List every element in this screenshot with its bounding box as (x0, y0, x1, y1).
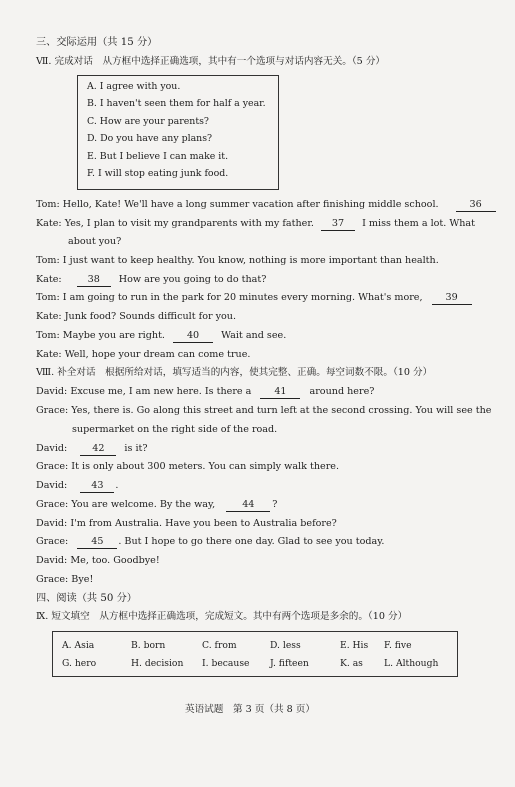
word-option: J. fifteen (270, 658, 309, 669)
answer-blank-45: 45 (77, 535, 117, 549)
word-option: C. from (202, 640, 237, 651)
dialogue-line: David: Excuse me, I am new here. Is there a 41 around here? (36, 386, 375, 397)
word-option: A. Asia (62, 640, 95, 651)
answer-blank-38: 38 (77, 273, 111, 287)
dialogue-line: Grace: 45 . But I hope to go there one day. Glad to see you today. (36, 536, 385, 547)
word-option: B. born (131, 640, 166, 651)
dialogue-line: David: 43 . (36, 480, 119, 491)
dialogue-line: Grace: Yes, there is. Go along this street and turn left at the second crossing. You will see the (36, 405, 492, 416)
answer-blank-43: 43 (80, 479, 114, 493)
dialogue-line: Kate: 38 How are you going to do that? (36, 274, 267, 285)
part8-instruction: Ⅷ. 补全对话 根据所给对话，填写适当的内容，使其完整、正确。每空词数不限。（10 分） (36, 367, 433, 378)
option-c: C. How are your parents? (87, 116, 209, 127)
word-option: H. decision (131, 658, 184, 669)
dialogue-line: supermarket on the right side of the road. (72, 424, 278, 435)
dialogue-line: Kate: Junk food? Sounds difficult for you. (36, 311, 237, 322)
section3-title: 三、交际运用（共 15 分） (36, 37, 158, 48)
dialogue-line: Tom: I just want to keep healthy. You know, nothing is more important than health. (36, 255, 439, 266)
dialogue-line: Tom: Hello, Kate! We'll have a long summer vacation after finishing middle school. 36 (36, 198, 496, 212)
section4-title: 四、阅读（共 50 分） (36, 593, 137, 604)
answer-blank-39: 39 (432, 291, 472, 305)
answer-blank-36: 36 (456, 198, 496, 212)
answer-blank-41: 41 (260, 385, 300, 399)
answer-blank-42: 42 (80, 442, 116, 456)
word-option: I. because (202, 658, 250, 669)
page-footer: 英语试题 第 3 页（共 8 页） (185, 704, 315, 715)
option-b: B. I haven't seen them for half a year. (87, 98, 266, 109)
dialogue-line: David: 42 is it? (36, 443, 148, 454)
dialogue-line: about you? (68, 236, 122, 247)
word-option: E. His (340, 640, 369, 651)
option-d: D. Do you have any plans? (87, 133, 213, 144)
dialogue-line: Grace: Bye! (36, 574, 94, 585)
dialogue-line: Tom: I am going to run in the park for 20 minutes every morning. What's more, 39 (36, 291, 472, 305)
word-option: D. less (270, 640, 301, 651)
word-option: L. Although (384, 658, 439, 669)
dialogue-line: Kate: Well, hope your dream can come true. (36, 349, 251, 360)
option-a: A. I agree with you. (87, 81, 181, 92)
option-e: E. But I believe I can make it. (87, 151, 229, 162)
word-option: G. hero (62, 658, 97, 669)
answer-blank-44: 44 (226, 498, 270, 512)
answer-blank-40: 40 (173, 329, 213, 343)
part9-options-box (52, 631, 458, 677)
dialogue-line: David: Me, too. Goodbye! (36, 555, 160, 566)
dialogue-line: David: I'm from Australia. Have you been to Australia before? (36, 518, 337, 529)
dialogue-line: Tom: Maybe you are right. 40 Wait and see. (36, 330, 287, 341)
dialogue-line: Grace: You are welcome. By the way, 44 ? (36, 499, 278, 510)
dialogue-line: Kate: Yes, I plan to visit my grandparents with my father. 37 I miss them a lot. What (36, 218, 476, 229)
part9-instruction: Ⅸ. 短文填空 从方框中选择正确选项，完成短文。其中有两个选项是多余的。（10 分） (36, 611, 408, 622)
word-option: F. five (384, 640, 412, 651)
word-option: K. as (340, 658, 363, 669)
answer-blank-37: 37 (321, 217, 355, 231)
dialogue-line: Grace: It is only about 300 meters. You can simply walk there. (36, 461, 340, 472)
option-f: F. I will stop eating junk food. (87, 168, 229, 179)
part7-instruction: Ⅶ. 完成对话 从方框中选择正确选项，其中有一个选项与对话内容无关。（5 分） (36, 56, 386, 67)
